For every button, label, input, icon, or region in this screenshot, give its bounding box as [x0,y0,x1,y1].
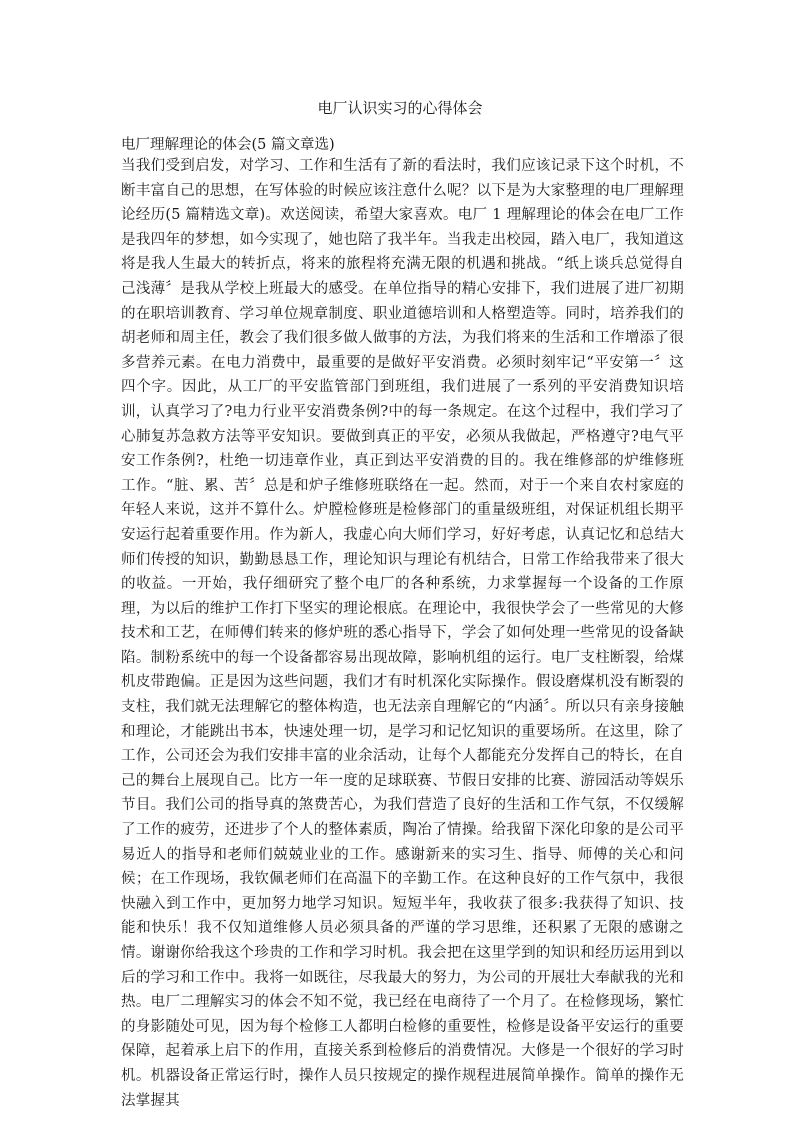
document-body: 当我们受到启发，对学习、工作和生活有了新的看法时，我们应该记录下这个时机，不断丰富自己的思想，在写体验的时候应该注意什么呢？以下是为大家整理的电厂理解理论经历(5 篇精选文章)。欢送阅读，希望大家喜欢。电厂 1 理解理论的体会在电厂工作是我四年的梦想，如今实现了，她也陪了我半年。当我走出校园，踏入电厂，我知道这将是我人生最大的转折点，将来的旅程将充满无限的机遇和挑战。“纸上谈兵总觉得自己浅薄〞是我从学校上班最大的感受。在单位指导的精心安排下，我们进展了进厂初期的在职培训教育、学习单位规章制度、职业道德培训和人格塑造等。同时，培养我们的胡老师和周主任，教会了我们很多做人做事的方法，为我们将来的生活和工作增添了很多营养元素。在电力消费中，最重要的是做好平安消费。必须时刻牢记“平安第一〞这四个字。因此，从工厂的平安监管部门到班组，我们进展了一系列的平安消费知识培训，认真学习了?电力行业平安消费条例?中的每一条规定。在这个过程中，我们学习了心肺复苏急救方法等平安知识。要做到真正的平安，必须从我做起，严格遵守?电气平安工作条例?，杜绝一切违章作业，真正到达平安消费的目的。我在维修部的炉维修班工作。“脏、累、苦〞总是和炉子维修班联络在一起。然而，对于一个来自农村家庭的年轻人来说，这并不算什么。炉膛检修班是检修部门的重量级班组，对保证机组长期平安运行起着重要作用。作为新人，我虚心向大师们学习，好好考虑，认真记忆和总结大师们传授的知识，勤勤恳恳工作，理论知识与理论有机结合，日常工作给我带来了很大的收益。一开始，我仔细研究了整个电厂的各种系统，力求掌握每一个设备的工作原理，为以后的维护工作打下坚实的理论根底。在理论中，我很快学会了一些常见的大修技术和工艺，在师傅们转来的修炉班的悉心指导下，学会了如何处理一些常见的设备缺陷。制粉系统中的每一个设备都容易出现故障，影响机组的运行。电厂支柱断裂，给煤机皮带跑偏。正是因为这些问题，我们才有时机深化实际操作。假设磨煤机没有断裂的支柱，我们就无法理解它的整体构造，也无法亲自理解它的“内涵〞。所以只有亲身接触和理论，才能跳出书本，快速处理一切，是学习和记忆知识的重要场所。在这里，除了工作，公司还会为我们安排丰富的业余活动，让每个人都能充分发挥自己的特长，在自己的舞台上展现自己。比方一年一度的足球联赛、节假日安排的比赛、游园活动等娱乐节目。我们公司的指导真的煞费苦心，为我们营造了良好的生活和工作气氛，不仅缓解了工作的疲劳，还进步了个人的整体素质，陶冶了情操。给我留下深化印象的是公司平易近人的指导和老师们兢兢业业的工作。感谢新来的实习生、指导、师傅的关心和问候；在工作现场，我钦佩老师们在高温下的辛勤工作。在这种良好的工作气氛中，我很快融入到工作中，更加努力地学习知识。短短半年，我收获了很多:我获得了知识、技能和快乐！我不仅知道维修人员必须具备的严谨的学习思维，还积累了无限的感谢之情。谢谢你给我这个珍贵的工作和学习时机。我会把在这里学到的知识和经历运用到以后的学习和工作中。我将一如既往，尽我最大的努力，为公司的开展壮大奉献我的光和热。电厂二理解实习的体会不知不觉，我已经在电商待了一个月了。在检修现场，繁忙的身影随处可见，因为每个检修工人都明白检修的重要性，检修是设备平安运行的重要保障，起着承上启下的作用，直接关系到检修后的消费情况。大修是一个很好的学习时机。机器设备正常运行时，操作人员只按规定的操作规程进展简单操作。简单的操作无法掌握其 [121,158,684,1109]
document-title: 电厂认识实习的心得体会 [317,99,483,117]
document-subtitle: 电厂理解理论的体会(5 篇文章选) [121,137,335,153]
